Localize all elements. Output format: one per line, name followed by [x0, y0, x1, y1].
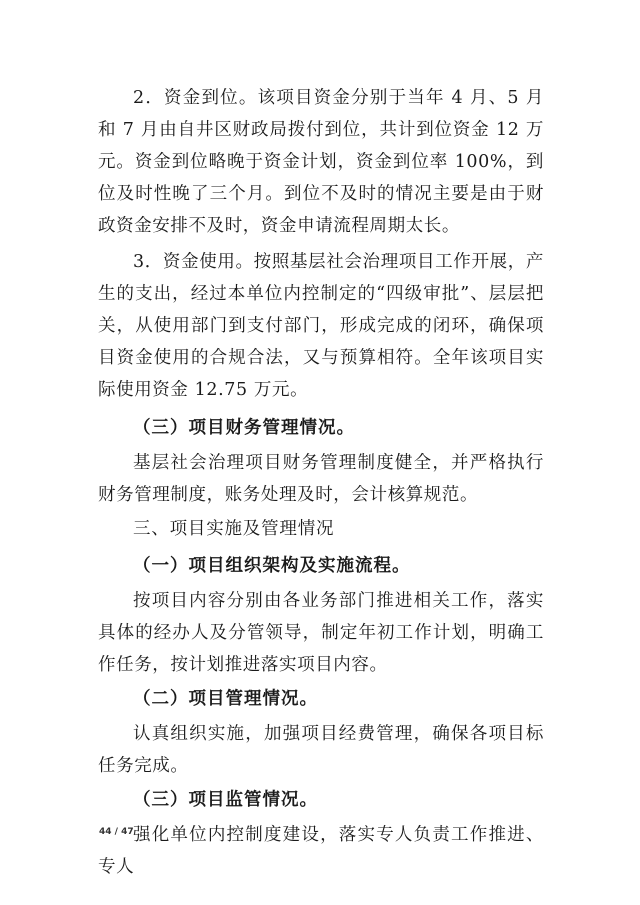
paragraph-organization-structure: 按项目内容分别由各业务部门推进相关工作，落实具体的经办人及分管领导，制定年初工作计划，明确工作任务，按计划推进落实项目内容。 — [98, 591, 544, 675]
heading-project-management: （二）项目管理情况。 — [133, 689, 318, 709]
paragraph-funds-usage: 3．资金使用。按照基层社会治理项目工作开展，产生的支出，经过本单位内控制定的“四级审批”、层层把关，从使用部门到支付部门，形成完成的闭环，确保项目资金使用的合规合法，又与预算相符。全年该项目实际使用资金 12.75 万元。 — [98, 252, 544, 400]
page-number: 44 / 47 — [99, 827, 134, 837]
heading-section-three: 三、项目实施及管理情况 — [133, 519, 335, 539]
document-body — [98, 82, 544, 883]
paragraph-supervision: 强化单位内控制度建设，落实专人负责工作推进、专人 — [98, 825, 544, 877]
paragraph-funds-arrival: 2．资金到位。该项目资金分别于当年 4 月、5 月和 7 月由自井区财政局拨付到位，共计到位资金 12 万元。资金到位略晚于资金计划，资金到位率 100%，到位及时性晚了三个月。到位不及时的情况主要是由于财政资金安排不及时，资金申请流程周期太长。 — [98, 88, 544, 236]
heading-finance-management: （三）项目财务管理情况。 — [133, 418, 355, 438]
heading-organization-structure: （一）项目组织架构及实施流程。 — [133, 556, 411, 576]
paragraph-finance-management: 基层社会治理项目财务管理制度健全，并严格执行财务管理制度，账务处理及时，会计核算规范。 — [98, 453, 544, 505]
heading-supervision: （三）项目监管情况。 — [133, 790, 318, 810]
paragraph-project-management: 认真组织实施，加强项目经费管理，确保各项目标任务完成。 — [98, 724, 544, 776]
